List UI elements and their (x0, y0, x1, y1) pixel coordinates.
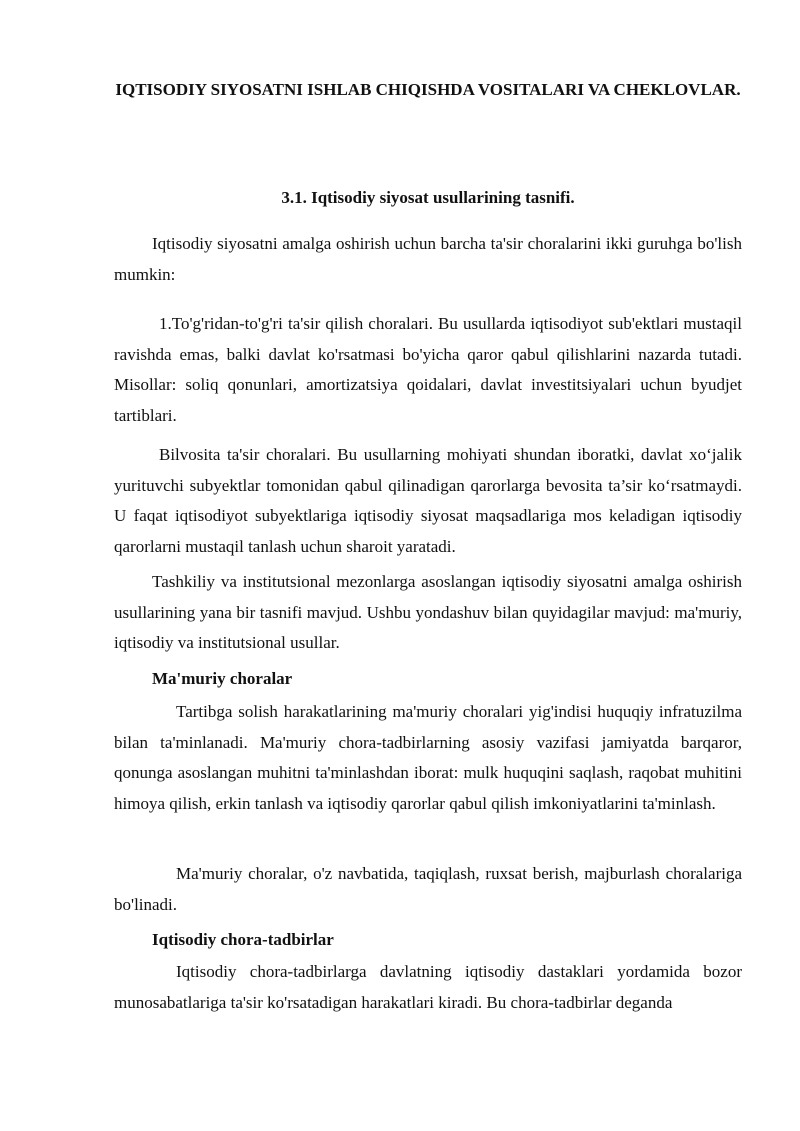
subheading-economic: Iqtisodiy chora-tadbirlar (152, 930, 334, 949)
paragraph-indirect-measures: Bilvosita ta'sir choralari. Bu usullarning mohiyati shundan iboratki, davlat xo‘jalik yurituvchi subyektlar tomonidan qabul qilinadigan qarorlarga bevosita ta’sir ko‘rsatmaydi. U faqat iqtisodiyot subyektlariga iqtisodiy siyosat maqsadlariga mos keladigan iqtisodiy qarorlarni mustaqil tanlash uchun sharoit yaratadi. (114, 445, 742, 556)
subheading-administrative: Ma'muriy choralar (152, 669, 293, 688)
paragraph-economic-measures: Iqtisodiy chora-tadbirlarga davlatning iqtisodiy dastaklari yordamida bozor munosabatlariga ta'sir ko'rsatadigan harakatlari kiradi. Bu chora-tadbirlar deganda (114, 962, 742, 1012)
paragraph-administrative-measures: Tartibga solish harakatlarining ma'muriy choralari yig'indisi huquqiy infratuzilma bilan ta'minlanadi. Ma'muriy chora-tadbirlarning asosiy vazifasi jamiyatda barqaror, qonunga asoslangan muhitni ta'minlashdan iborat: mulk huquqini saqlash, raqobat muhitini himoya qilish, erkin tanlash va iqtisodiy qarorlar qabul qilish imkoniyatlarini ta'minlash. (114, 702, 742, 813)
paragraph-classification: Tashkiliy va institutsional mezonlarga asoslangan iqtisodiy siyosatni amalga oshirish usullarining yana bir tasnifi mavjud. Ushbu yondashuv bilan quyidagilar mavjud: ma'muriy, iqtisodiy va institutsional usullar. (114, 572, 742, 652)
document-title-text: IQTISODIY SIYOSATNI ISHLAB CHIQISHDA VOSITALARI VA CHEKLOVLAR. (115, 80, 741, 99)
document-title (114, 74, 742, 106)
paragraph-administrative-types: Ma'muriy choralar, o'z navbatida, taqiqlash, ruxsat berish, majburlash choralariga bo'linadi. (114, 864, 742, 914)
section-heading: 3.1. Iqtisodiy siyosat usullarining tasnifi. (281, 188, 575, 207)
paragraph-intro: Iqtisodiy siyosatni amalga oshirish uchun barcha ta'sir choralarini ikki guruhga bo'lish mumkin: (114, 234, 742, 284)
paragraph-direct-measures: 1.To'g'ridan-to'g'ri ta'sir qilish choralari. Bu usullarda iqtisodiyot sub'ektlari mustaqil ravishda emas, balki davlat ko'rsatmasi bo'yicha qaror qabul qilishlarini nazarda tutadi. Misollar: soliq qonunlari, amortizatsiya qoidalari, davlat investitsiyalari uchun byudjet tartiblari. (114, 314, 742, 425)
